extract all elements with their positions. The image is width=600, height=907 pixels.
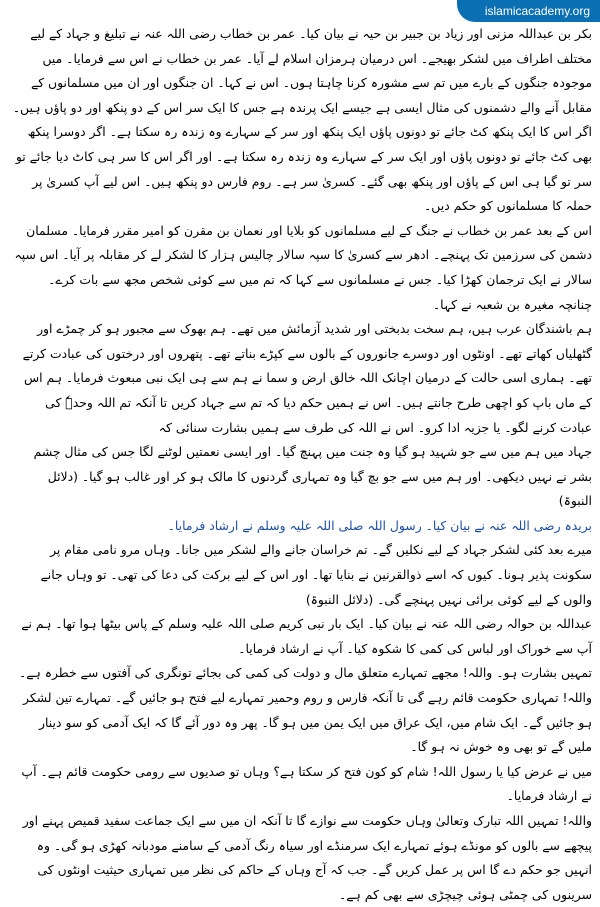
paragraph-buraidah-intro: بریدہ رضی اللہ عنہ نے بیان کیا۔ رسول اللہ صلی اللہ علیہ وسلم نے ارشاد فرمایا۔	[167, 517, 592, 533]
paragraph-numan: اس کے بعد عمر بن خطاب نے جنگ کے لیے مسلمانوں کو بلایا اور نعمان بن مقرن کو امیر مقرر فرمایا۔ مسلمان دشمن کی سرزمین تک پہنچے۔ ادھر سے کسریٰ کا سپہ سالار چالیس ہزار کا لشکر لے کر مقابلہ پر آیا۔ اس سپہ سالار نے ایک ترجمان کھڑا کیا۔ جس نے مسلمانوں سے کہا کہ تم میں سے کوئی شخص مجھ سے بات کرے۔ چنانچہ مغیرہ بن شعبہ نے کہا۔	[14, 222, 592, 312]
paragraph-khurasan: میرے بعد کئی لشکر جہاد کے لیے نکلیں گے۔ تم خراسان جانے والے لشکر میں جانا۔ وہاں مرو نامی مقام پر سکونت پذیر ہونا۔ کیوں کہ اسے ذوالقرنین نے بنایا تھا۔ اور اس کے لیے برکت کی دعا کی تھی۔ تو وہاں جانے والوں کے لیے کوئی برائی نہیں پہنچے گی۔ (دلائل النبوۃ)	[40, 542, 592, 607]
paragraph-jihad-reward: جہاد میں ہم میں سے جو شہید ہو گیا وہ جنت میں پہنچ گیا۔ اور ایسی نعمتیں لوٹنے لگا جس کی مثال چشم بشر نے نہیں دیکھی۔ اور ہم میں سے جو بچ گیا وہ تمہاری گردنوں کا مالک ہو کر اور غالب ہو گیا۔ (دلائل النبوۃ)	[33, 444, 592, 509]
paragraph-question-sham: میں نے عرض کیا یا رسول اللہ! شام کو کون فتح کر سکتا ہے؟ وہاں تو صدیوں سے رومی حکومت قائم ہے۔ آپ نے ارشاد فرمایا۔	[21, 763, 592, 804]
paragraph-mughirah: ہم باشندگان عرب ہیں، ہم سخت بدبختی اور شدید آزمائش میں تھے۔ ہم بھوک سے مجبور ہو کر چمڑے اور گٹھلیاں کھاتے تھے۔ اونٹوں اور دوسرے جانوروں کے بالوں سے کپڑے بناتے تھے۔ پتھروں اور درختوں کی عبادت کرتے تھے۔ ہماری اسی حالت کے درمیان اچانک اللہ خالق ارض و سما نے ہم سے ہی ایک نبی مبعوث فرمایا۔ ہم اس کے ماں باپ کو اچھی طرح جانتے ہیں۔ اس نے ہمیں حکم دیا کہ تم سے جہاد کریں تا آنکہ تم اللہ وحدہٗ کی عبادت کرنے لگو۔ یا جزیہ ادا کرو۔ اس نے اللہ کی طرف سے ہمیں بشارت سنائی کہ	[22, 321, 592, 435]
paragraph-abdullah-hawala: عبداللہ بن حوالہ رضی اللہ عنہ نے بیان کیا۔ ایک بار نبی کریم صلی اللہ علیہ وسلم کے پاس بیٹھا ہوا تھا۔ ہم نے آپ سے خوراک اور لباس کی کمی کا شکوہ کیا۔ آپ نے ارشاد فرمایا۔	[21, 616, 592, 656]
paragraph-hurmuzan: بکر بن عبداللہ مزنی اور زیاد بن جبیر بن حیہ نے بیان کیا۔ عمر بن خطاب رضی اللہ عنہ نے تبلیغ و جہاد کے لیے مختلف اطراف میں لشکر بھیجے۔ اس درمیان ہرمزان اسلام لے آیا۔ عمر بن خطاب نے اس سے فرمایا۔ میں موجودہ جنگوں کے بارے میں تم سے مشورہ کرنا چاہتا ہوں۔ اس نے کہا۔ ان جنگوں اور ان میں مسلمانوں کے مقابل آنے والے دشمنوں کی مثال ایسی ہے جیسے ایک پرندہ ہے جس کا ایک سر اس کے دو پنکھ اور دو پاؤں ہیں۔ اگر اس کا ایک پنکھ کٹ جائے تو دونوں پاؤں ایک پنکھ اور سر کے سہارے وہ زندہ رہ سکتا ہے۔ اگر دوسرا پنکھ بھی کٹ جائے تو دونوں پاؤں اور ایک سر کے سہارے وہ زندہ رہ سکتا ہے۔ اور اگر اس کا سر ہی کاٹ دیا جائے تو سر تو گیا ہی اس کے پاؤں اور پنکھ بھی گئے۔ کسریٰ سر ہے۔ روم فارس دو پنکھ ہیں۔ اس لیے آپ کسریٰ پر حملہ کا مسلمانوں کو حکم دیں۔	[12, 26, 592, 214]
paragraph-glad-tidings: تمہیں بشارت ہو۔ واللہ! مجھے تمہارے متعلق مال و دولت کی کمی کی بجائے تونگری کی آفتوں سے خطرہ ہے۔ واللہ! تمہاری حکومت قائم رہے گی تا آنکہ فارس و روم وحمیر تمہارے لیے فتح ہو جائیں گے۔ تمہارے تین لشکر ہو جائیں گے۔ ایک شام میں، ایک عراق میں ایک یمن میں ہو گا۔ پھر وہ دور آئے گا کہ ایک آدمی کو سو دینار ملیں گے تو بھی وہ خوش نہ ہو گا۔	[18, 665, 592, 755]
site-url-banner[interactable]: islamicacademy.org	[457, 0, 600, 22]
article-body	[12, 22, 592, 902]
paragraph-prophecy: واللہ! تمہیں اللہ تبارک وتعالیٰ وہاں حکومت سے نوازے گا تا آنکہ ان میں سے ایک جماعت سفید قمیص پہنے اور پیچھے سے بالوں کو مونڈے ہوئے تمہارے ایک سرمنڈے اور سیاہ رنگ آدمی کے سامنے مودبانہ کھڑی ہو گی۔ وہ انہیں جو حکم دے گا اس پر عمل کریں گے۔ جب کہ آج وہاں کے حاکم کی نظر میں تمہاری حیثیت اونٹوں کی سرینوں کی چمٹی ہوئی چیچڑی سے بھی کم ہے۔	[22, 813, 592, 902]
